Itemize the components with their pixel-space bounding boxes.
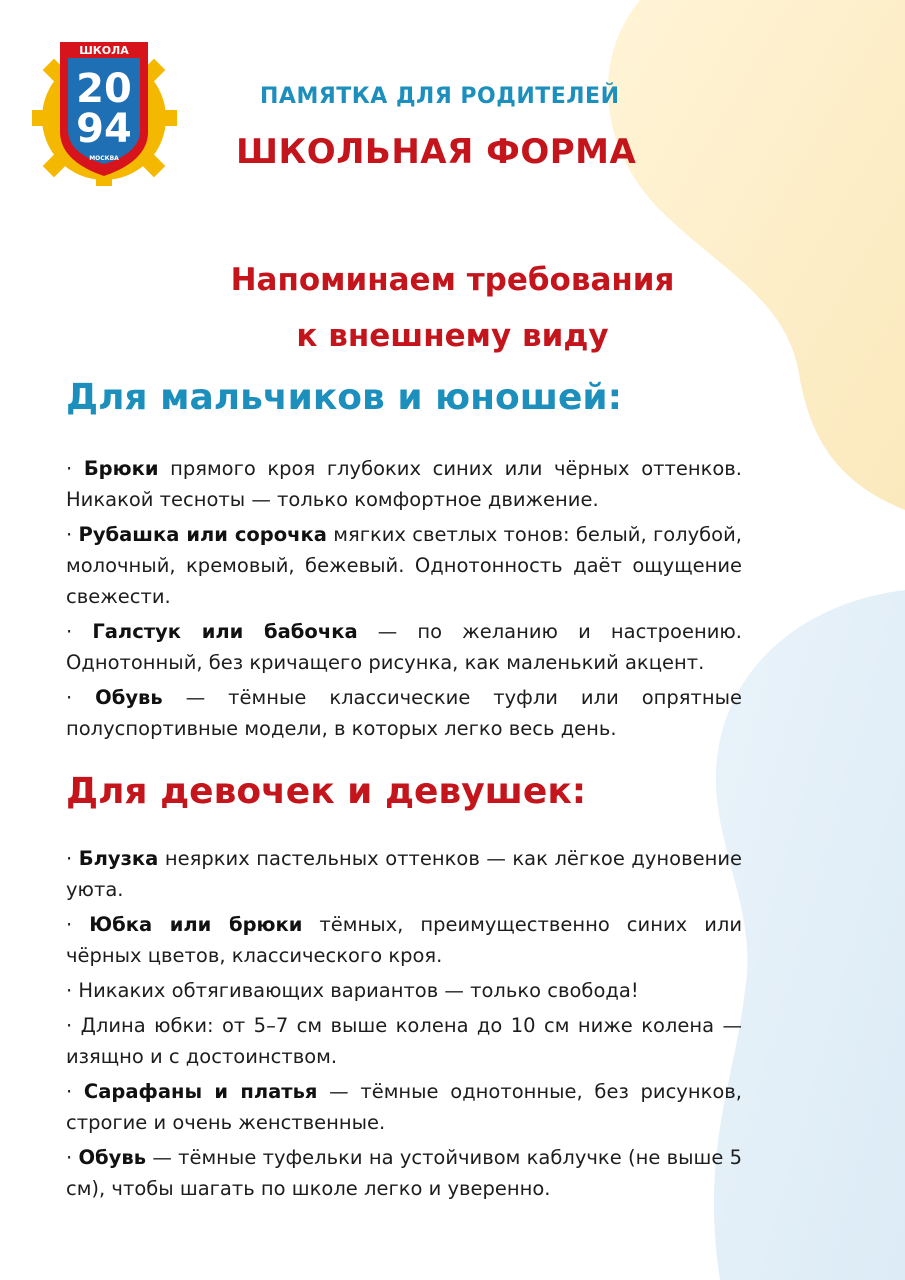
list-item: · Обувь — тёмные классические туфли или опрятные полуспортивные модели, в которых легко весь день. (66, 686, 742, 740)
list-item: · Никаких обтягивающих вариантов — только свобода! (66, 979, 639, 1002)
girls-list (66, 843, 742, 1208)
boys-list (66, 453, 742, 748)
list-item: · Юбка или брюки тёмных, преимущественно синих или чёрных цветов, классического кроя. (66, 913, 742, 967)
list-item: · Блузка неярких пастельных оттенков — как лёгкое дуновение уюта. (66, 847, 742, 901)
page-title: ШКОЛЬНАЯ ФОРМА (236, 132, 637, 172)
blue-blob (714, 590, 905, 1280)
logo-school-word: ШКОЛА (79, 44, 129, 57)
list-item: · Брюки прямого кроя глубоких синих или чёрных оттенков. Никакой тесноты — только комфортное движение. (66, 457, 742, 511)
logo-number-top: 20 (76, 66, 132, 112)
list-item: · Сарафаны и платья — тёмные однотонные, без рисунков, строгие и очень женственные. (66, 1080, 742, 1134)
logo-number-bottom: 94 (76, 106, 132, 152)
reminder-heading (0, 252, 905, 364)
school-logo (32, 36, 177, 186)
page-subtitle: ПАМЯТКА ДЛЯ РОДИТЕЛЕЙ (260, 84, 620, 109)
reminder-line-1: Напоминаем требования (230, 262, 675, 298)
boys-section-heading: Для мальчиков и юношей: (66, 377, 622, 418)
girls-section-heading: Для девочек и девушек: (66, 771, 587, 812)
list-item: · Галстук или бабочка — по желанию и настроению. Однотонный, без кричащего рисунка, как маленький акцент. (66, 620, 742, 674)
list-item: · Длина юбки: от 5–7 см выше колена до 10 см ниже колена — изящно и с достоинством. (66, 1014, 742, 1068)
logo-city: МОСКВА (89, 155, 119, 162)
list-item: · Обувь — тёмные туфельки на устойчивом каблучке (не выше 5 см), чтобы шагать по школе легко и уверенно. (66, 1146, 743, 1200)
list-item: · Рубашка или сорочка мягких светлых тонов: белый, голубой, молочный, кремовый, бежевый. Однотонность даёт ощущение свежести. (66, 523, 742, 608)
reminder-line-2: к внешнему виду (296, 318, 609, 354)
